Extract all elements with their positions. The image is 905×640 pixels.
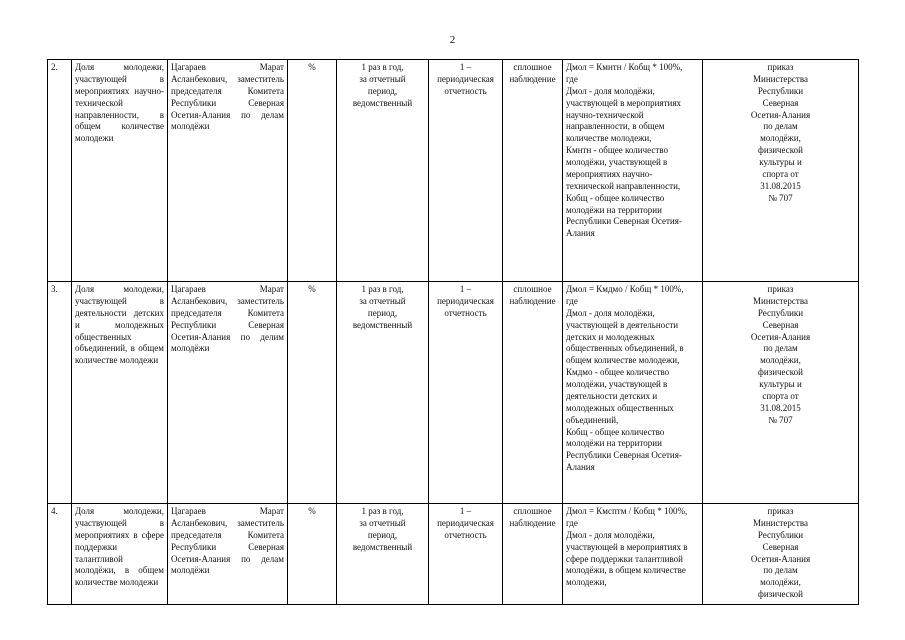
calculation-formula — [563, 282, 703, 504]
indicator-name: Доля молодежи, участвующей в мероприятиях научно-технической направленности, в общем количестве молодежи — [72, 60, 168, 282]
collection-frequency: 1 раз в год, за отчетный период, ведомственный — [337, 60, 429, 282]
formula-definition: Дмол - доля молодёжи, участвующей в деятельности детских и молодежных общественных объединений, в общем количестве молодежи, — [566, 307, 684, 366]
formula-where: где — [566, 73, 578, 84]
observation-method: сплошное наблюдение — [503, 504, 563, 605]
formula-definition: Кобщ - общее количество молодёжи на территории Республики Северная Осетия-Алания — [566, 192, 682, 239]
reporting-form: 1 – периодическая отчетность — [429, 282, 503, 504]
row-number: 2. — [48, 60, 72, 282]
legal-basis: приказ Министерства Республики Северная Осетия-Алания по делам молодёжи, физической культуры и спорта от 31.08.2015 № 707 — [703, 282, 859, 504]
formula-definition: Кобщ - общее количество молодёжи на территории Республики Северная Осетия-Алания — [566, 426, 682, 473]
observation-method: сплошное наблюдение — [503, 282, 563, 504]
indicator-table — [47, 59, 859, 605]
formula-main: Дмол = Кмнтн / Кобщ * 100%, — [566, 62, 683, 72]
unit-of-measure: % — [288, 282, 337, 504]
responsible-person: Цагараев Марат Асланбекович, заместитель председателя Комитета Республики Северная Осетия-Алания по делим молодёжи — [168, 282, 288, 504]
reporting-form: 1 – периодическая отчетность — [429, 504, 503, 605]
unit-of-measure: % — [288, 504, 337, 605]
page-number: 2 — [449, 34, 456, 46]
formula-main: Дмол = Кмсптм / Кобщ * 100%, — [566, 506, 688, 516]
table-row — [48, 60, 859, 282]
indicator-name: Доля молодежи, участвующей в деятельности детских и молодежных общественных объединений, в общем количестве молодежи — [72, 282, 168, 504]
unit-of-measure: % — [288, 60, 337, 282]
formula-definition: Кмнтн - общее количество молодёжи, участвующей в мероприятиях научно-технической направленности, — [566, 145, 681, 191]
formula-where: где — [566, 517, 578, 528]
formula-definition: Дмол - доля молодёжи, участвующей в мероприятиях в сфере поддержки талантливой молодёжи, в общем количестве молодежи, — [566, 529, 688, 588]
legal-basis: приказ Министерства Республики Северная Осетия-Алания по делам молодёжи, физической культуры и спорта от 31.08.2015 № 707 — [703, 60, 859, 282]
legal-basis: приказ Министерства Республики Северная Осетия-Алания по делам молодёжи, физической — [703, 504, 859, 605]
formula-where: где — [566, 295, 578, 306]
formula-definition: Кмдмо - общее количество молодёжи, участвующей в деятельности детских и молодежных общественных объединений, — [566, 367, 674, 425]
responsible-person: Цагараев Марат Асланбекович, заместитель председателя Комитета Республики Северная Осетия-Алания по делам молодёжи — [168, 60, 288, 282]
formula-definition: Дмол - доля молодёжи, участвующей в мероприятиях научно-технической направленности, в общем количестве молодежи, — [566, 85, 681, 144]
observation-method: сплошное наблюдение — [503, 60, 563, 282]
row-number: 3. — [48, 282, 72, 504]
reporting-form: 1 – периодическая отчетность — [429, 60, 503, 282]
calculation-formula — [563, 504, 703, 605]
collection-frequency: 1 раз в год, за отчетный период, ведомственный — [337, 282, 429, 504]
collection-frequency: 1 раз в год, за отчетный период, ведомственный — [337, 504, 429, 605]
formula-main: Дмол = Кмдмо / Кобщ * 100%, — [566, 284, 684, 294]
table-row — [48, 504, 859, 605]
indicator-name: Доля молодежи, участвующей в мероприятиях в сфере поддержки талантливой молодёжи, в общем количестве молодежи — [72, 504, 168, 605]
row-number: 4. — [48, 504, 72, 605]
responsible-person: Цагараев Марат Асланбекович, заместитель председателя Комитета Республики Северная Осетия-Алания по делам молодёжи — [168, 504, 288, 605]
calculation-formula — [563, 60, 703, 282]
table-row — [48, 282, 859, 504]
